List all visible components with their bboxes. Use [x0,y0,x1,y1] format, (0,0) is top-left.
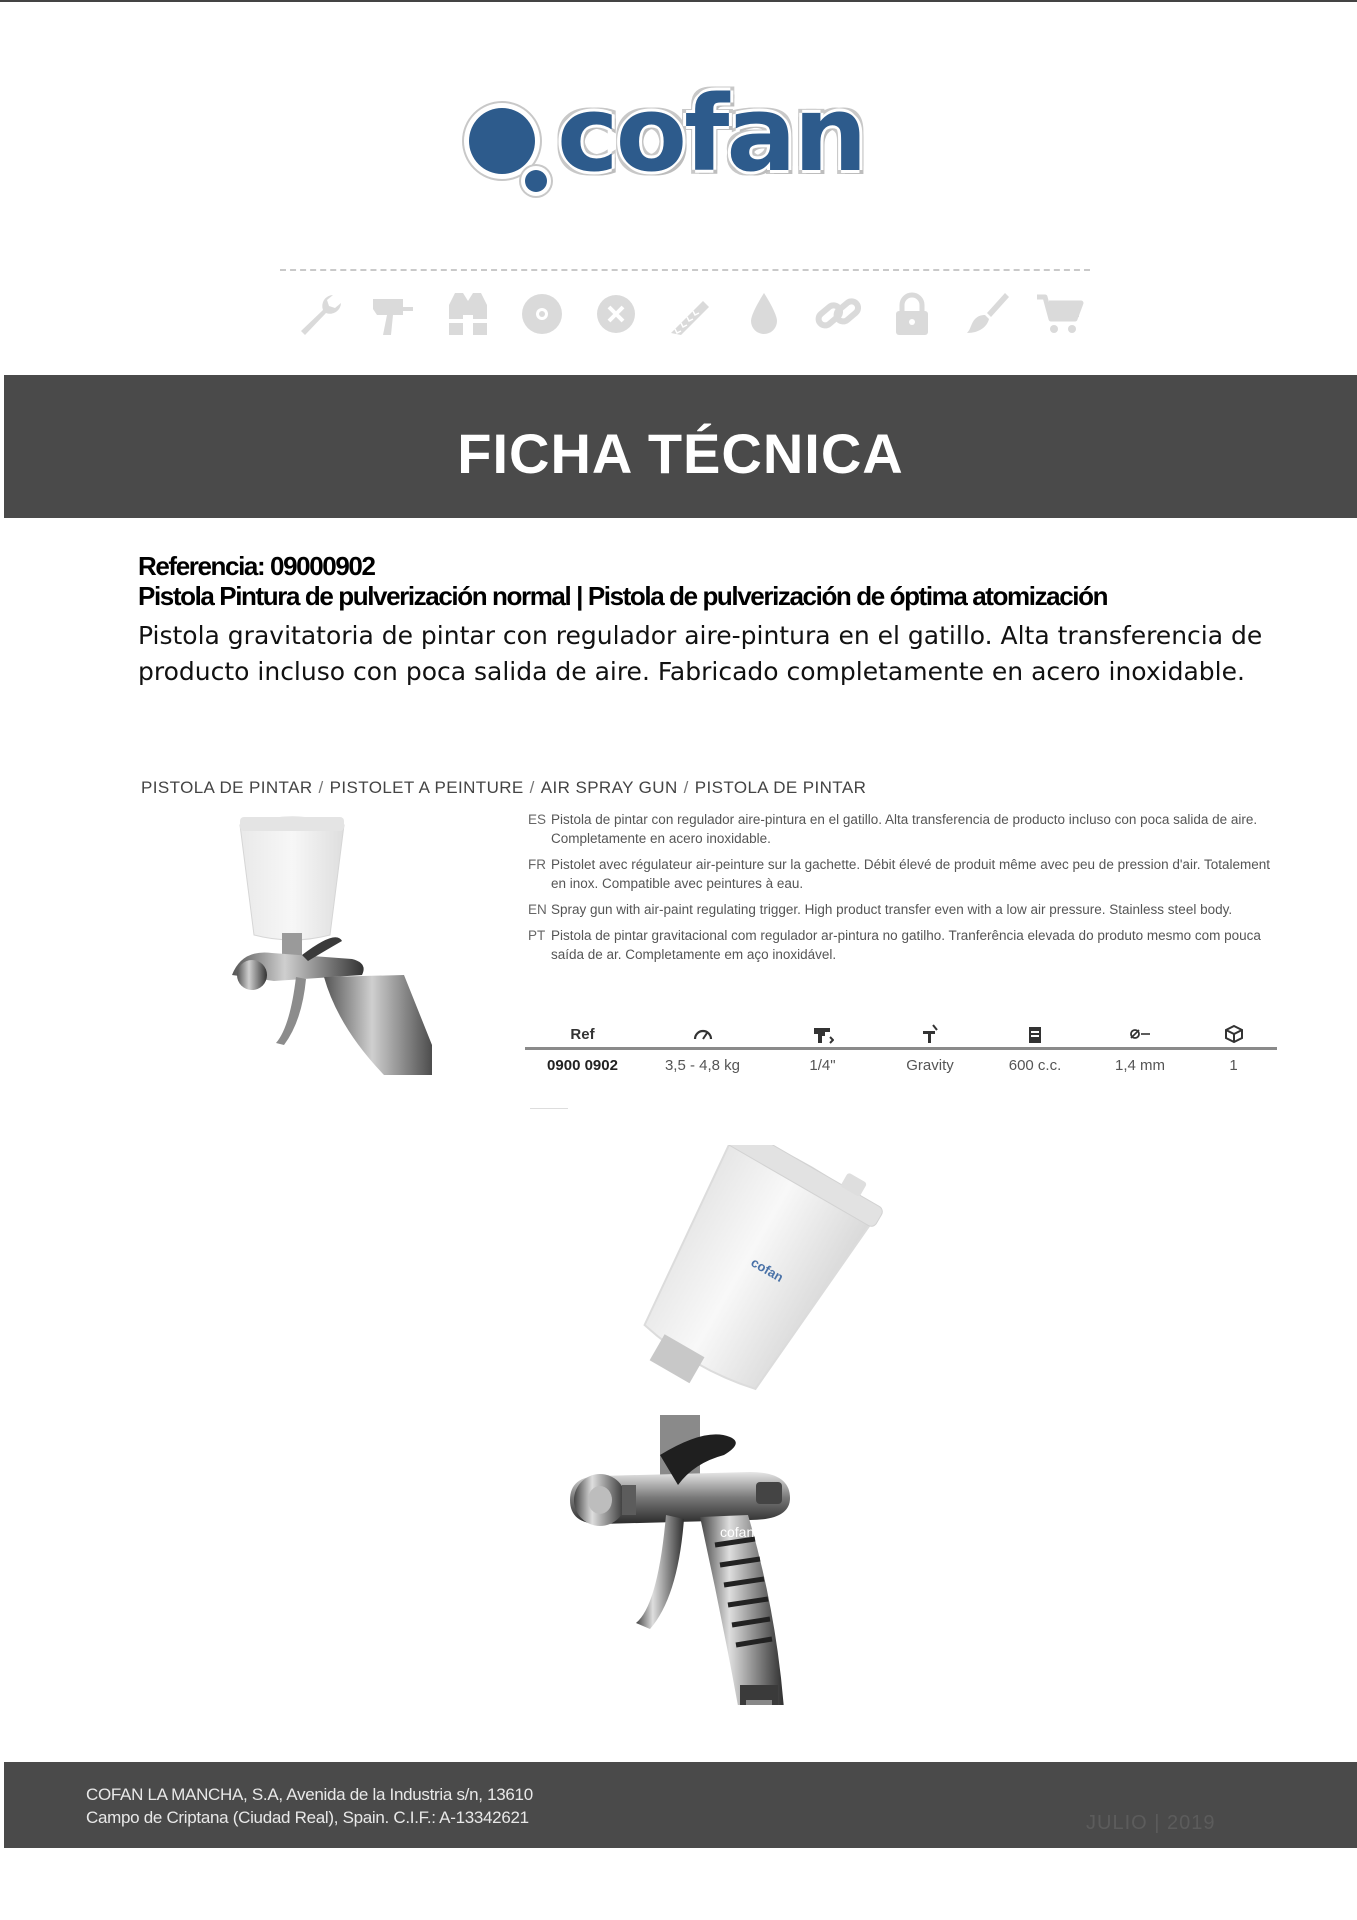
page-title: FICHA TÉCNICA [457,422,904,485]
product-description: Pistola gravitatoria de pintar con regulador aire-pintura en el gatillo. Alta transferencia de producto incluso con poca salida de aire. Fabricado completamente en acero inoxidable. [138,621,1263,686]
air-inlet-icon [812,1023,834,1045]
divider-mark [530,1108,568,1109]
spray-gun-image [570,1145,910,1705]
disc-icon [517,289,567,339]
spec-table-header [525,1021,1277,1050]
gravity-feed-icon [919,1023,941,1045]
cart-icon [1035,289,1085,339]
cell-nozzle: 1,4 mm [1114,1056,1165,1074]
catalog-separator: / [318,778,324,797]
saw-blade-icon [665,289,715,339]
spec-table [525,1021,1277,1080]
description-pt: PT Pistola de pintar gravitacional com regulador ar-pintura no gatilho. Tranferência elevada do produto mesmo com pouca saída de ar. Completamente em aço inoxidável. [528,928,1261,962]
catalog-separator: / [529,778,535,797]
cutting-disc-icon [591,289,641,339]
address-line-2: Campo de Criptana (Ciudad Real), Spain. C.I.F.: A-13342621 [86,1808,529,1827]
drop-icon [739,289,789,339]
logo-dot-large [469,108,535,174]
address-line-1: COFAN LA MANCHA, S.A, Avenida de la Industria s/n, 13610 [86,1785,533,1804]
company-address [86,1783,533,1829]
cup-logo-text: cofan [748,1254,787,1285]
package-icon [1223,1023,1245,1045]
cup-capacity-icon [1024,1023,1046,1045]
product-title: Pistola Pintura de pulverización normal | Pistola de pulverización de óptima atomización [138,581,1108,611]
catalog-title-en: AIR SPRAY GUN [540,778,678,797]
description-es: ES Pistola de pintar con regulador aire-pintura en el gatillo. Alta transferencia de producto incluso con poca salida de aire. Completamente en acero inoxidable. [528,812,1258,846]
catalog-separator: / [683,778,689,797]
gun-logo-text: cofan [720,1524,755,1540]
product-thumbnail [232,805,432,1075]
cell-units: 1 [1229,1056,1238,1074]
product-reference: Referencia: 09000902 [138,551,375,581]
logo-wordmark: cofan [557,73,865,195]
catalog-title-es: PISTOLA DE PINTAR [141,778,313,797]
spec-table-row [525,1050,1277,1080]
product-image [570,1145,910,1705]
ref-column-header: Ref [570,1025,595,1043]
footer [4,1762,1357,1848]
cofan-logo [455,73,905,213]
nozzle-diameter-icon [1129,1023,1151,1045]
dashed-divider [280,269,1090,271]
cell-capacity: 600 c.c. [1008,1056,1062,1074]
drill-icon [369,289,419,339]
description-fr: FR Pistolet avec régulateur air-peinture sur la gachette. Débit élevé de produit même avec peu de pression d'air. Totalement en inox. Compatible avec peintures à eau. [528,857,1270,891]
title-banner [4,375,1357,518]
brush-icon [961,289,1011,339]
multilingual-descriptions [528,810,1278,971]
cell-inlet: 1/4" [809,1056,836,1074]
catalog-header [141,778,866,798]
top-border [0,0,1357,2]
description-en: EN Spray gun with air-paint regulating trigger. High product transfer even with a low air pressure. Stainless steel body. [528,902,1233,917]
cell-pressure: 3,5 - 4,8 kg [664,1056,741,1074]
safety-vest-icon [443,289,493,339]
logo-dot-small [525,170,547,192]
cell-ref: 0900 0902 [547,1056,618,1074]
padlock-icon [887,289,937,339]
footer-date: JULIO | 2019 [1086,1812,1216,1834]
catalog-title-pt: PISTOLA DE PINTAR [694,778,867,797]
chain-link-icon [813,289,863,339]
catalog-title-fr: PISTOLET A PEINTURE [329,778,524,797]
spray-gun-thumbnail-image [232,805,432,1075]
cell-feed: Gravity [906,1056,954,1074]
pressure-gauge-icon [692,1023,714,1045]
category-icon-row [295,287,1085,341]
wrench-icon [295,289,345,339]
